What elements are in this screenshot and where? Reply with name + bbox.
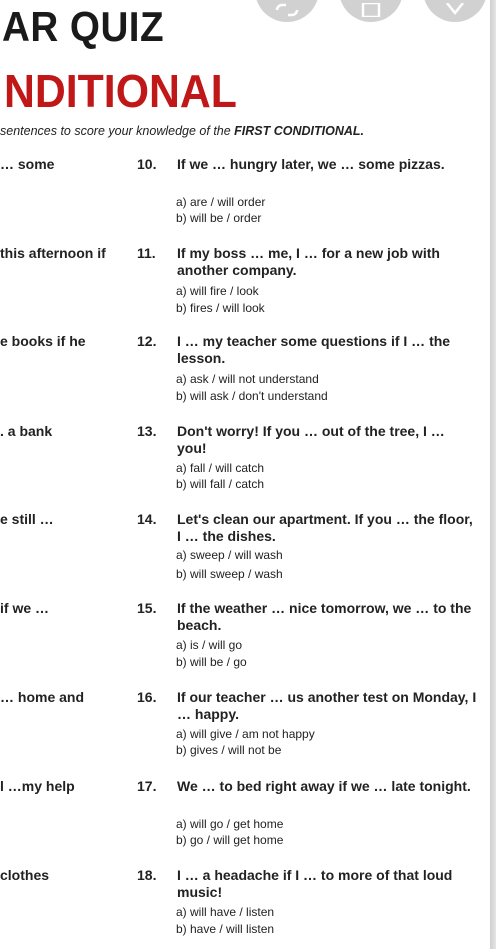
option-text: will go / get home [190, 817, 284, 831]
quiz-title-line2: NDITIONAL [4, 65, 237, 117]
option-letter: a) [176, 638, 187, 652]
left-column-fragment: … home and [0, 689, 85, 705]
option-letter: b) [176, 389, 187, 403]
option-text: is / will go [190, 638, 243, 652]
left-column-fragment: this afternoon if [0, 245, 106, 261]
option-text: will fall / catch [190, 477, 265, 491]
option-letter: a) [176, 372, 187, 386]
option-a [176, 548, 283, 562]
instructions [0, 124, 364, 138]
question-text: If the weather … nice tomorrow, we … to the beach. [177, 600, 472, 633]
option-a [176, 461, 264, 475]
question-text: If our teacher … us another test on Monday, I … happy. [177, 689, 477, 722]
option-a [176, 195, 265, 209]
option-b [176, 567, 283, 581]
option-text: go / will get home [190, 833, 284, 847]
question-number: 11. [137, 245, 156, 261]
left-column-fragment: e still … [0, 511, 54, 527]
left-column-fragment: e books if he [0, 333, 86, 349]
option-text: will have / listen [190, 905, 275, 919]
option-text: will give / am not happy [190, 727, 315, 741]
option-text: have / will listen [190, 922, 275, 936]
save-button[interactable] [339, 0, 403, 22]
option-b [176, 389, 328, 403]
left-column-fragment: . a bank [0, 423, 53, 439]
question-number: 18. [137, 867, 157, 883]
option-b [176, 477, 264, 491]
quiz-title-line1: AR QUIZ [2, 3, 165, 50]
question-text: I … a headache if I … to more of that loud music! [177, 867, 453, 900]
option-letter: a) [176, 727, 187, 741]
option-b [176, 655, 247, 669]
link-icon [275, 3, 299, 17]
question-text: We … to bed right away if we … late tonight. [177, 778, 471, 794]
option-text: ask / will not understand [190, 372, 319, 386]
option-letter: b) [176, 567, 187, 581]
question-number: 13. [137, 423, 157, 439]
option-text: will be / go [190, 655, 247, 669]
question-number: 15. [137, 600, 157, 616]
option-b [176, 833, 283, 847]
option-letter: a) [176, 905, 187, 919]
option-letter: b) [176, 655, 187, 669]
question-number: 17. [137, 778, 157, 794]
page-edge [490, 0, 496, 949]
bookmark-icon [359, 3, 383, 17]
option-text: fall / will catch [190, 461, 265, 475]
option-letter: a) [176, 284, 187, 298]
option-a [176, 905, 274, 919]
question-number: 12. [137, 333, 157, 349]
left-column-fragment: l …my help [0, 778, 75, 794]
option-letter: b) [176, 211, 187, 225]
option-b [176, 301, 265, 315]
option-a [176, 727, 315, 741]
option-b [176, 743, 281, 757]
option-letter: b) [176, 477, 187, 491]
option-text: will ask / don't understand [190, 389, 328, 403]
option-text: will sweep / wash [190, 567, 283, 581]
left-column-fragment: clothes [0, 867, 50, 883]
option-text: gives / will not be [190, 743, 282, 757]
option-letter: a) [176, 195, 187, 209]
option-letter: a) [176, 817, 187, 831]
option-a [176, 817, 283, 831]
question-number: 10. [137, 156, 157, 172]
option-b [176, 922, 274, 936]
option-text: sweep / will wash [190, 548, 283, 562]
left-column-fragment: if we … [0, 600, 50, 616]
instructions-text: sentences to score your knowledge of the [0, 124, 235, 138]
option-a [176, 372, 319, 386]
share-link-button[interactable] [255, 0, 319, 22]
option-letter: a) [176, 461, 187, 475]
left-column-fragment: … some [0, 156, 55, 172]
instructions-emphasis: FIRST CONDITIONAL. [234, 124, 365, 138]
option-text: are / will order [190, 195, 266, 209]
option-text: fires / will look [190, 301, 265, 315]
option-letter: a) [176, 548, 187, 562]
option-letter: b) [176, 922, 187, 936]
question-number: 16. [137, 689, 157, 705]
question-text: Let's clean our apartment. If you … the floor, I … the dishes. [177, 511, 473, 544]
option-text: will be / order [190, 211, 262, 225]
favorite-button[interactable] [423, 0, 487, 22]
question-text: Don't worry! If you … out of the tree, I … you! [177, 423, 445, 456]
option-text: will fire / look [190, 284, 259, 298]
option-letter: b) [176, 833, 187, 847]
question-text: If we … hungry later, we … some pizzas. [177, 156, 445, 172]
question-text: If my boss … me, I … for a new job with another company. [177, 245, 440, 278]
option-letter: b) [176, 301, 187, 315]
option-a [176, 638, 242, 652]
question-number: 14. [137, 511, 157, 527]
option-a [176, 284, 259, 298]
star-icon [443, 3, 467, 17]
option-b [176, 211, 261, 225]
question-text: I … my teacher some questions if I … the lesson. [177, 333, 451, 366]
option-letter: b) [176, 743, 187, 757]
